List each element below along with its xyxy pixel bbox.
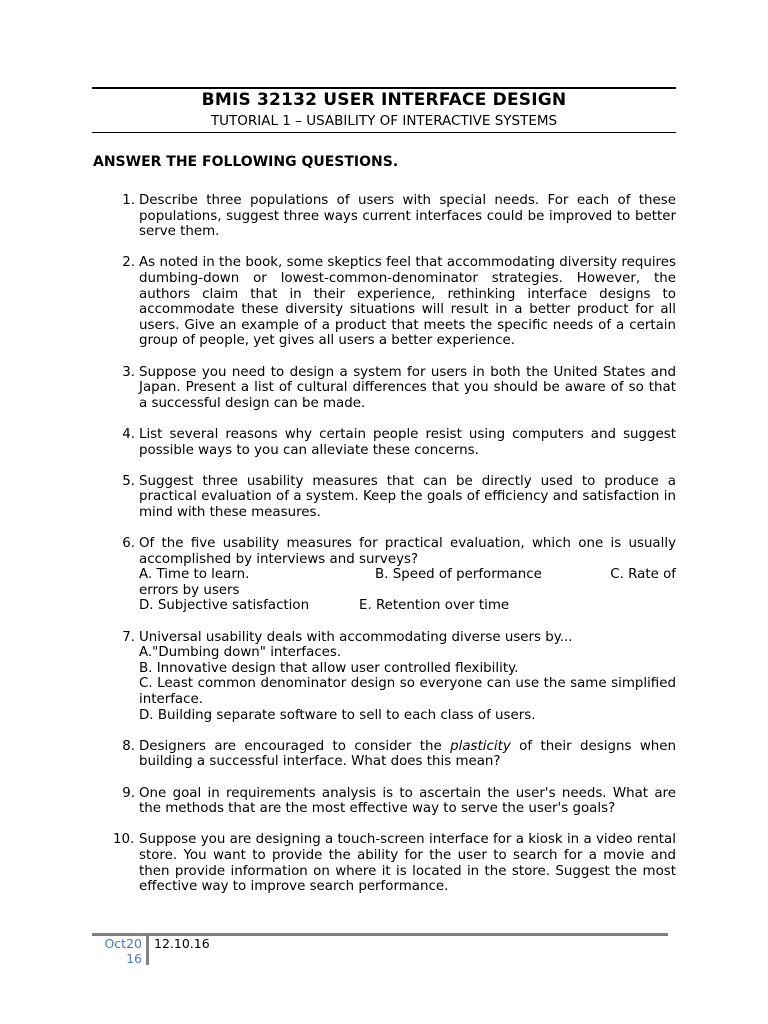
question-text: Universal usability deals with accommodating diverse users by...: [139, 629, 573, 645]
footer-date: 12.10.16: [154, 936, 210, 951]
emphasized-term: plasticity: [450, 738, 511, 754]
option-a: A."Dumbing down" interfaces.: [139, 645, 342, 661]
question-text: Suggest three usability measures that can be directly used to produce a practical evaluation of a system. Keep the goals of efficiency and satisfaction in mind with these measures.: [139, 473, 676, 520]
question-text: One goal in requirements analysis is to ascertain the user's needs. What are the methods that are the most effective way to serve the user's goals?: [139, 785, 676, 817]
question-8: [110, 739, 676, 770]
option-b: B. Innovative design that allow user controlled flexibility.: [139, 660, 519, 676]
footer-month-line1: Oct20: [104, 936, 142, 951]
question-text-end: of their designs when building a successful interface. What does this mean?: [139, 738, 677, 770]
question-number: 2.: [122, 255, 135, 271]
question-number: 10.: [113, 832, 135, 848]
option-row: [139, 598, 676, 614]
question-list: [110, 193, 676, 910]
footer-month: [98, 936, 142, 966]
question-text-start: Designers are encouraged to consider the: [139, 738, 451, 754]
footer-divider: [146, 935, 149, 965]
question-number: 8.: [122, 738, 135, 754]
question-text: Describe three populations of users with special needs. For each of these populations, suggest three ways current interfaces could be improved to better serve them.: [139, 193, 676, 240]
option-c-continued: errors by users: [139, 582, 240, 598]
option-d: D. Building separate software to sell to each class of users.: [139, 707, 536, 723]
question-4: [110, 427, 676, 458]
question-number: 1.: [122, 193, 135, 208]
question-3: [110, 365, 676, 412]
question-1: [110, 193, 676, 240]
question-7: [110, 630, 676, 724]
question-text: As noted in the book, some skeptics feel that accommodating diversity requires dumbing-down or lowest-common-denominator strategies. However, the authors claim that in their experience, rethinking interface designs to accommodate these diversity situations will result in a better product for all users. Give an example of a product that meets the specific needs of a certain group of people, yet gives all users a better experience.: [139, 255, 676, 349]
question-2: [110, 255, 676, 349]
question-text: List several reasons why certain people resist using computers and suggest possible ways to you can alleviate these concerns.: [139, 426, 676, 458]
question-text: Of the five usability measures for practical evaluation, which one is usually accomplished by interviews and surveys?: [139, 536, 676, 567]
header-bottom-rule: [92, 132, 676, 133]
question-number: 9.: [122, 785, 135, 801]
question-number: 3.: [122, 364, 135, 380]
question-10: [110, 832, 676, 894]
section-heading: ANSWER THE FOLLOWING QUESTIONS.: [93, 154, 399, 170]
document-subtitle: TUTORIAL 1 – USABILITY OF INTERACTIVE SYSTEMS: [210, 113, 558, 129]
option-row: [139, 567, 676, 583]
question-number: 5.: [122, 473, 135, 489]
question-number: 6.: [122, 536, 135, 552]
document-title: BMIS 32132 USER INTERFACE DESIGN: [201, 90, 567, 110]
option-c: C. Least common denominator design so everyone can use the same simplified interface.: [139, 676, 676, 707]
option-e: E. Retention over time: [359, 598, 510, 614]
question-5: [110, 474, 676, 521]
option-c: C. Rate of: [610, 567, 676, 583]
option-b: B. Speed of performance: [375, 567, 542, 583]
question-number: 7.: [122, 629, 135, 645]
question-6: [110, 536, 676, 614]
header-top-rule: [92, 87, 676, 89]
question-text: Suppose you are designing a touch-screen interface for a kiosk in a video rental store. You want to provide the ability for the user to search for a movie and then provide information on where it is located in the store. Suggest the most effective way to improve search performance.: [139, 832, 676, 895]
question-number: 4.: [122, 426, 135, 442]
option-a: A. Time to learn.: [139, 567, 250, 583]
question-9: [110, 786, 676, 817]
question-text: Suppose you need to design a system for users in both the United States and Japan. Present a list of cultural differences that you should be aware of so that a successful design can be made.: [139, 364, 676, 411]
option-d: D. Subjective satisfaction: [139, 598, 310, 614]
question-text: [139, 739, 676, 770]
footer-month-line2: 16: [126, 951, 142, 966]
